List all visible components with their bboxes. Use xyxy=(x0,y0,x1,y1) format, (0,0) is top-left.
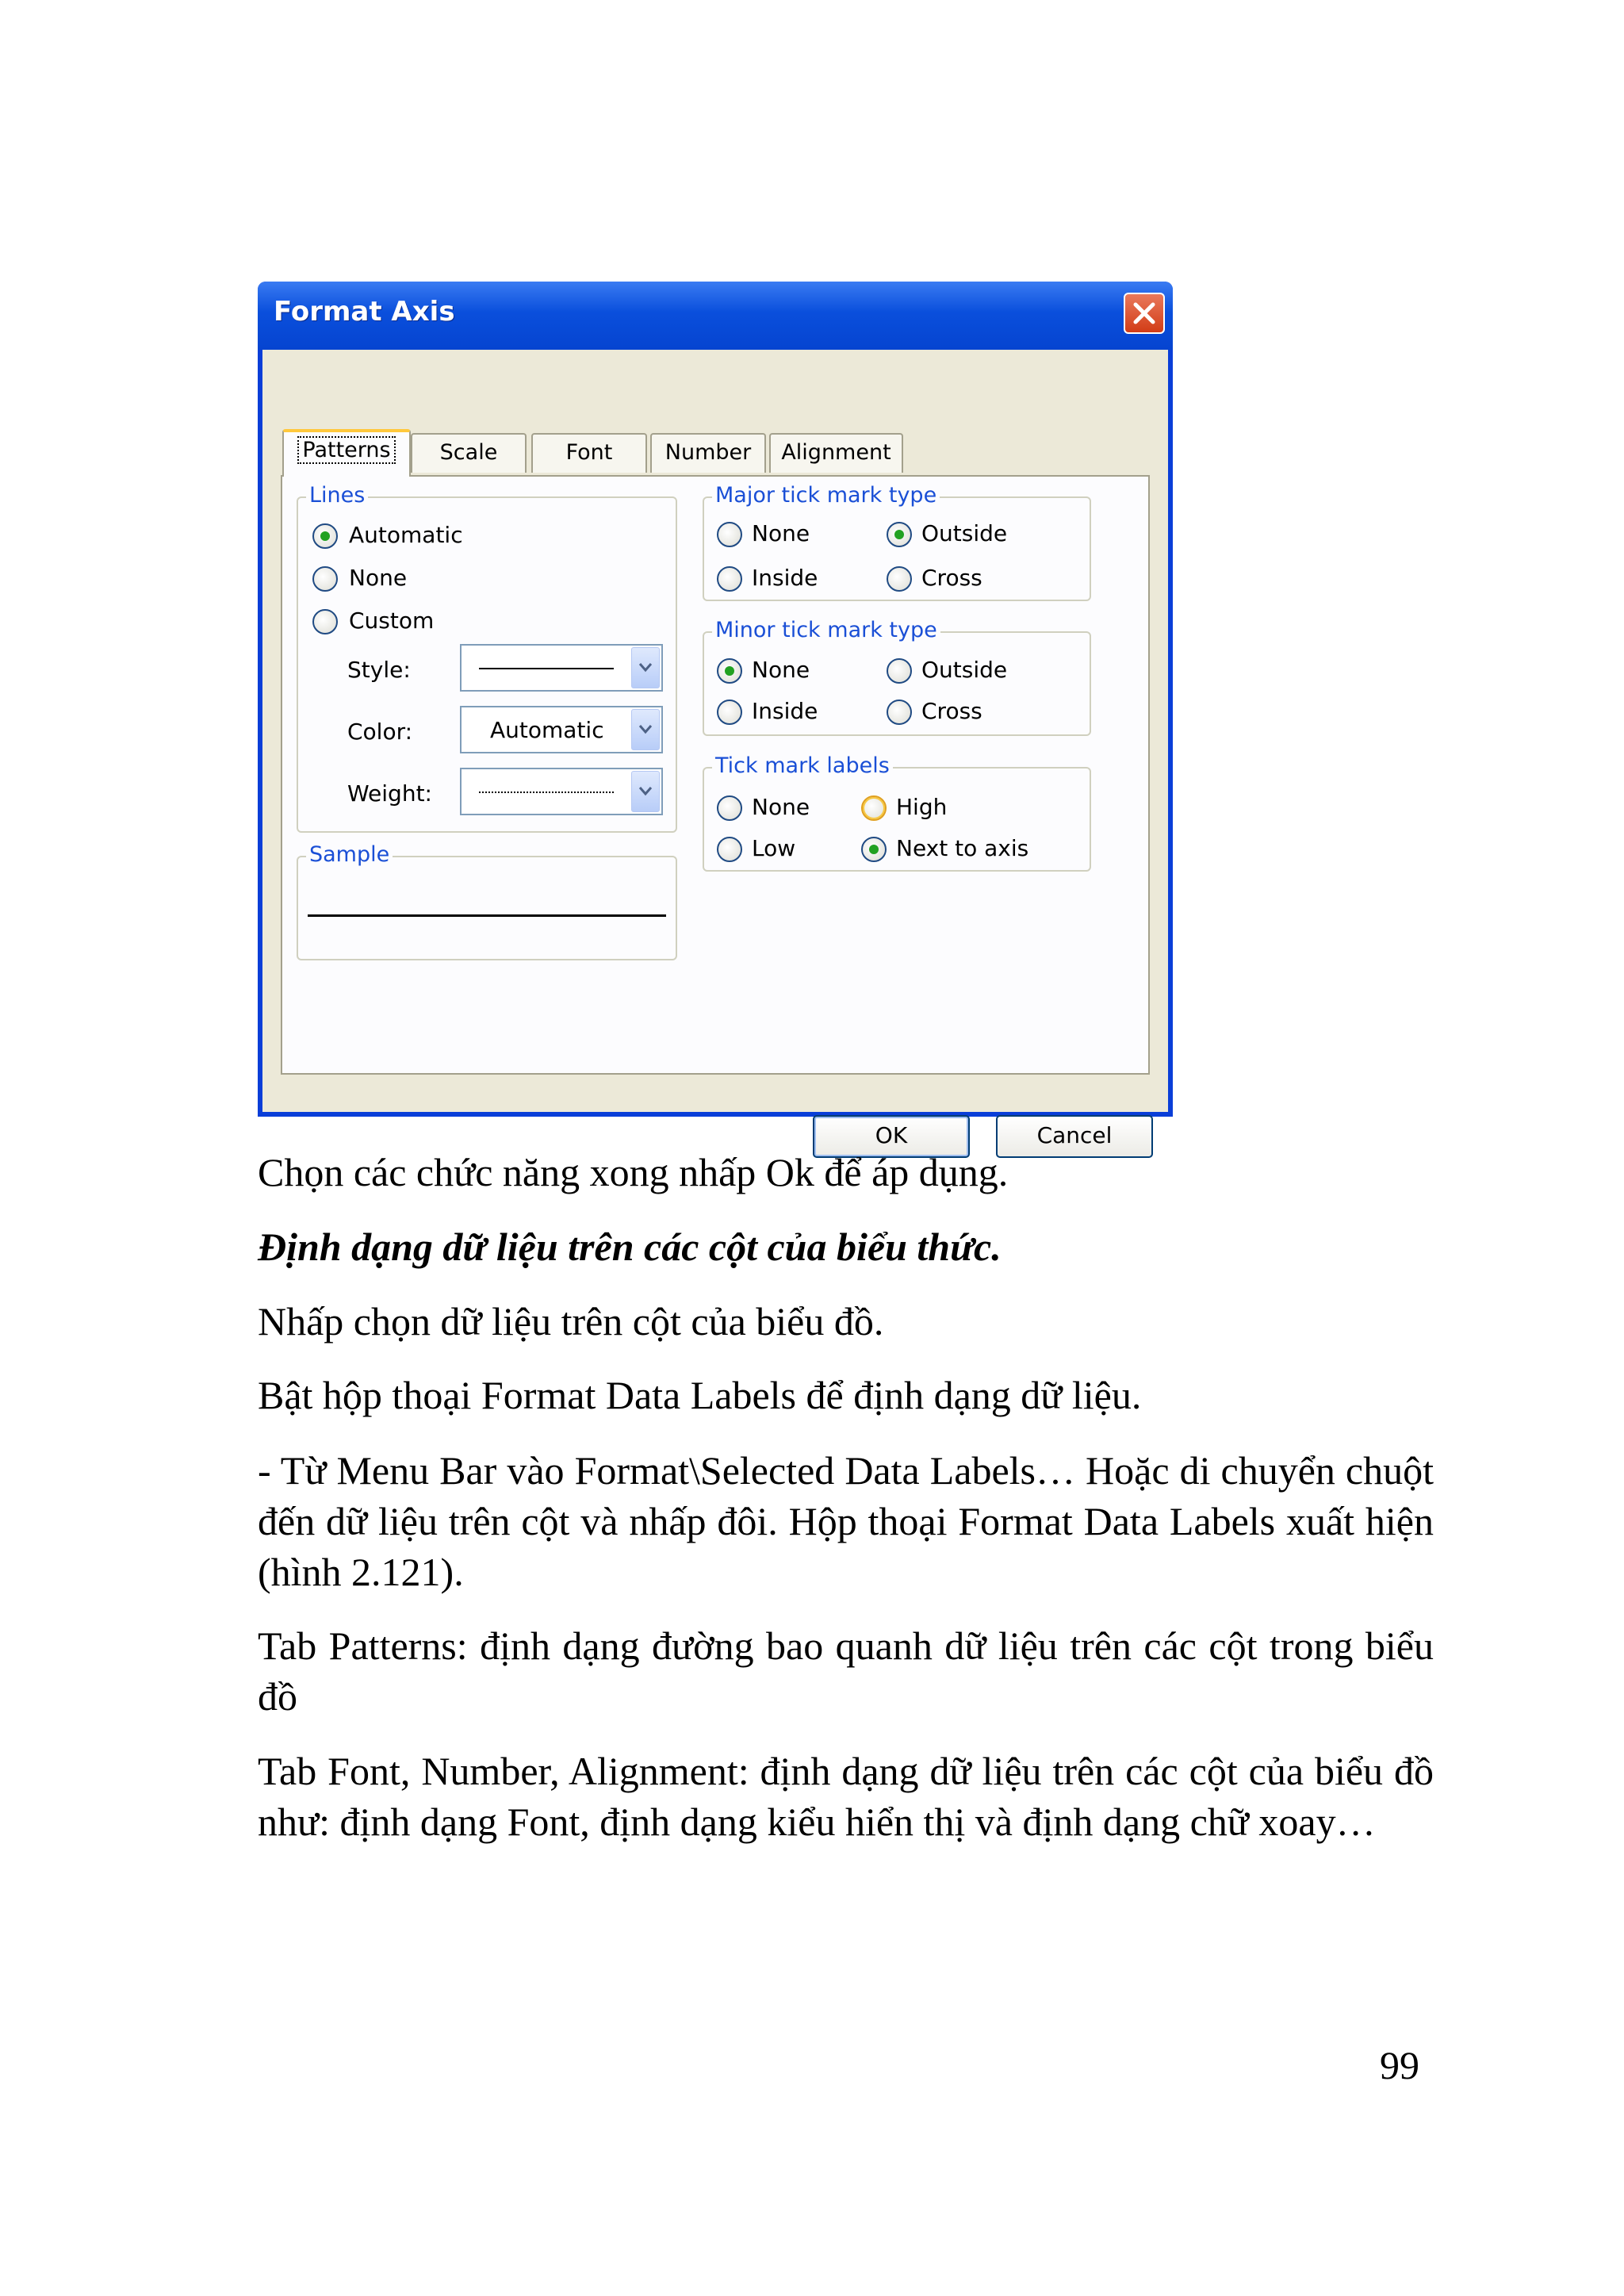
major-tick-legend: Major tick mark type xyxy=(712,482,940,509)
dialog-title: Format Axis xyxy=(274,296,455,328)
sample-group xyxy=(297,842,677,960)
section-heading: Định dạng dữ liệu trên các cột của biểu thức. xyxy=(258,1225,1002,1269)
tab-alignment[interactable]: Alignment xyxy=(769,433,903,473)
lines-automatic-label: Automatic xyxy=(349,522,463,548)
ticklabel-low-label: Low xyxy=(752,835,796,861)
major-cross-radio[interactable] xyxy=(887,566,912,592)
lines-none-label: None xyxy=(349,565,408,591)
minor-outside-radio[interactable] xyxy=(887,658,912,684)
ticklabel-next-to-axis-label: Next to axis xyxy=(896,835,1029,861)
color-label: Color: xyxy=(347,719,413,745)
ticklabel-none-label: None xyxy=(752,794,810,820)
style-combo[interactable] xyxy=(460,644,663,692)
color-dropdown-button[interactable] xyxy=(631,709,660,750)
lines-none-radio[interactable] xyxy=(312,566,338,592)
sample-line xyxy=(308,914,666,917)
close-icon xyxy=(1132,301,1156,325)
minor-cross-label: Cross xyxy=(921,698,982,724)
close-button[interactable] xyxy=(1124,293,1165,334)
minor-inside-radio[interactable] xyxy=(717,700,742,725)
major-none-label: None xyxy=(752,520,810,546)
style-label: Style: xyxy=(347,657,411,683)
style-solid-line xyxy=(479,668,614,669)
tab-number[interactable]: Number xyxy=(650,433,766,473)
dialog-client xyxy=(262,350,1168,1148)
chevron-down-icon xyxy=(638,662,653,673)
major-none-radio[interactable] xyxy=(717,522,742,547)
weight-combo[interactable] xyxy=(460,768,663,815)
tick-labels-group xyxy=(703,753,1091,872)
lines-custom-label: Custom xyxy=(349,608,435,634)
ticklabel-high-radio[interactable] xyxy=(861,795,887,821)
chevron-down-icon xyxy=(638,724,653,735)
patterns-panel xyxy=(281,475,1150,1075)
major-outside-radio[interactable] xyxy=(887,522,912,547)
style-dropdown-button[interactable] xyxy=(631,647,660,688)
paragraph-open-dialog: Bật hộp thoại Format Data Labels để định dạng dữ liệu. xyxy=(258,1373,1142,1417)
paragraph-menu-path: - Từ Menu Bar vào Format\Selected Data Labels… Hoặc di chuyển chuột đến dữ liệu trên cột và nhấp đôi. Hộp thoại Format Data Labels xuất hiện (hình 2.121). xyxy=(258,1448,1434,1594)
weight-dropdown-button[interactable] xyxy=(631,771,660,812)
cancel-button[interactable]: Cancel xyxy=(996,1115,1153,1158)
tab-patterns[interactable]: Patterns xyxy=(282,429,411,477)
paragraph-tab-patterns: Tab Patterns: định dạng đường bao quanh dữ liệu trên các cột trong biểu đồ xyxy=(258,1623,1434,1719)
tab-scale[interactable]: Scale xyxy=(411,433,527,473)
lines-group xyxy=(297,483,677,833)
ticklabel-next-to-axis-radio[interactable] xyxy=(861,837,887,862)
ticklabel-none-radio[interactable] xyxy=(717,795,742,821)
chevron-down-icon xyxy=(638,786,653,797)
minor-tick-legend: Minor tick mark type xyxy=(712,617,940,644)
minor-none-radio[interactable] xyxy=(717,658,742,684)
lines-legend: Lines xyxy=(306,482,368,509)
major-cross-label: Cross xyxy=(921,565,982,591)
paragraph-select-data: Nhấp chọn dữ liệu trên cột của biểu đồ. xyxy=(258,1299,884,1343)
tab-font[interactable]: Font xyxy=(531,433,647,473)
lines-automatic-radio[interactable] xyxy=(312,523,338,549)
major-outside-label: Outside xyxy=(921,520,1008,546)
major-tick-group xyxy=(703,483,1091,601)
paragraph-apply: Chọn các chức năng xong nhấp Ok để áp dụng. xyxy=(258,1150,1009,1194)
tick-labels-legend: Tick mark labels xyxy=(712,753,893,780)
minor-tick-group xyxy=(703,618,1091,736)
color-value: Automatic xyxy=(490,717,604,743)
major-inside-label: Inside xyxy=(752,565,818,591)
minor-inside-label: Inside xyxy=(752,698,818,724)
weight-label: Weight: xyxy=(347,780,432,807)
color-combo[interactable] xyxy=(460,706,663,753)
ticklabel-low-radio[interactable] xyxy=(717,837,742,862)
minor-outside-label: Outside xyxy=(921,657,1008,683)
format-axis-dialog xyxy=(258,282,1173,1148)
title-bar[interactable] xyxy=(258,282,1173,350)
page-number: 99 xyxy=(1380,2043,1419,2087)
minor-none-label: None xyxy=(752,657,810,683)
ok-button[interactable]: OK xyxy=(813,1115,970,1158)
ticklabel-high-label: High xyxy=(896,794,948,820)
major-inside-radio[interactable] xyxy=(717,566,742,592)
sample-legend: Sample xyxy=(306,841,393,868)
lines-custom-radio[interactable] xyxy=(312,609,338,634)
paragraph-tab-font-number: Tab Font, Number, Alignment: định dạng dữ liệu trên các cột của biểu đồ như: định dạng Font, định dạng kiểu hiển thị và định dạng chữ xoay… xyxy=(258,1749,1434,1844)
minor-cross-radio[interactable] xyxy=(887,700,912,725)
weight-hairline xyxy=(479,792,614,793)
